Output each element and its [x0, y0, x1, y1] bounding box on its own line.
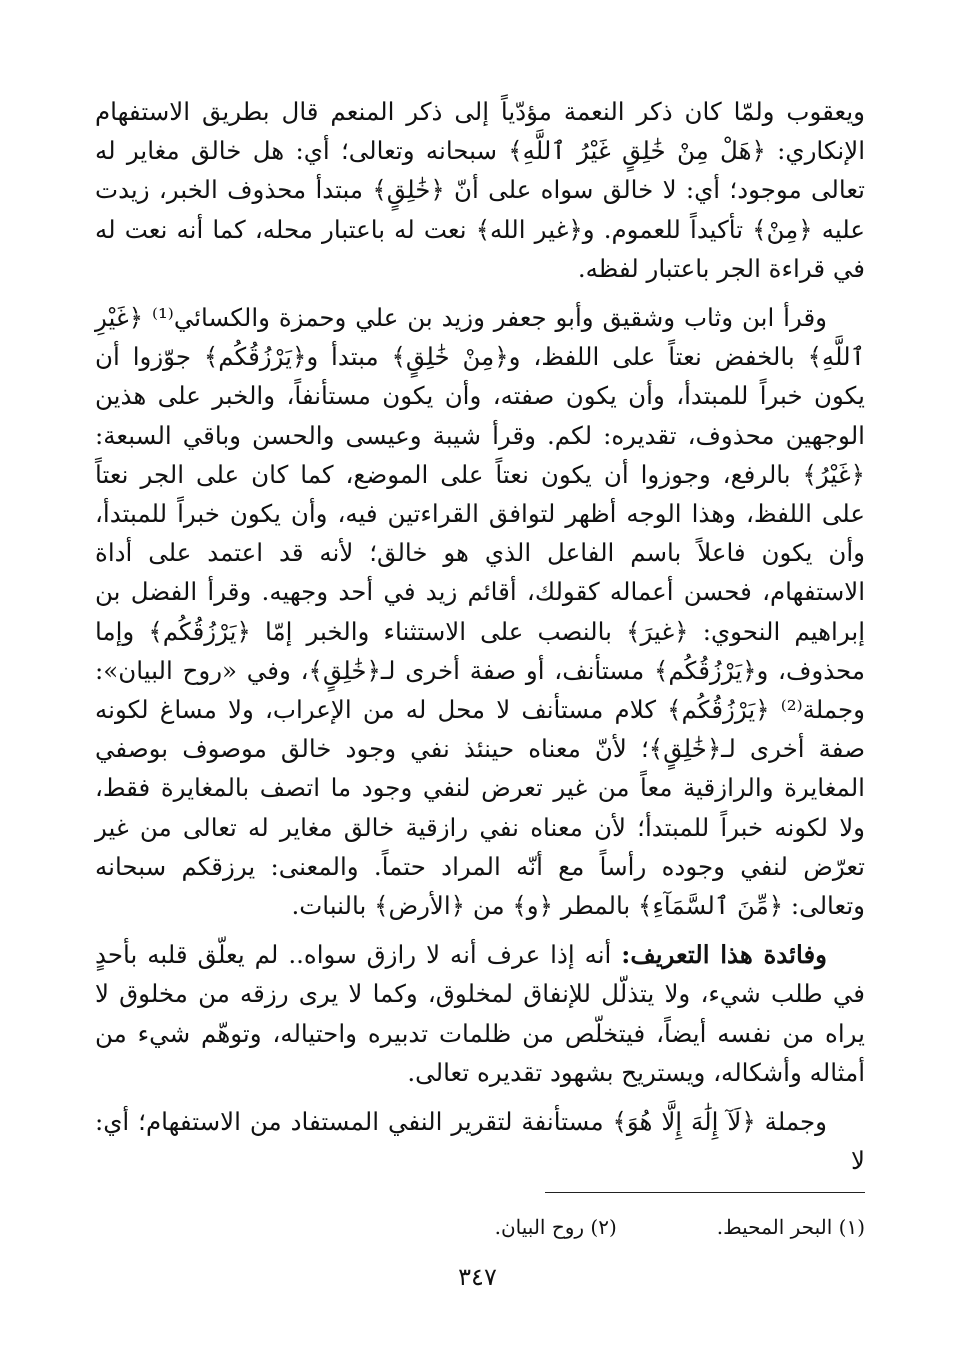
paragraph-2	[95, 298, 865, 925]
footnote-1: (١) البحر المحيط.	[716, 1215, 865, 1239]
footnotes	[95, 1212, 865, 1242]
paragraph-2-text: وقرأ ابن وثاب وشقيق وأبو جعفر وزيد بن علي وحمزة والكسائي⁽¹⁾ ﴿غَيْرِ ٱللَّهِ﴾ بالخفض نعتاً على اللفظ، و﴿مِنْ خَٰلِقٍ﴾ مبتدأ و﴿يَرْزُقُكُم﴾ جوّزوا أن يكون خبراً للمبتدأ، وأن يكون صفته، وأن يكون مستأنفاً، والخبر على هذين الوجهين محذوف، تقديره: لكم. وقرأ شيبة وعيسى والحسن وباقي السبعة: ﴿غَيْرُ﴾ بالرفع، وجوزوا أن يكون نعتاً على الموضع، كما كان على الجر نعتاً على اللفظ، وهذا الوجه أظهر لتوافق القراءتين فيه، وأن يكون خبراً للمبتدأ، وأن يكون فاعلاً باسم الفاعل الذي هو خالق؛ لأنه قد اعتمد على أداة الاستفهام، فحسن أعماله كقولك، أقائم زيد في أحد وجهيه. وقرأ الفضل بن إبراهيم النحوي: ﴿غيرَ﴾ بالنصب على الاستثناء والخبر إمّا ﴿يَرْزُقُكُم﴾ وإما محذوف، و﴿يَرْزُقُكُم﴾ مستأنف، أو صفة أخرى لـ﴿خَٰلِقٍ﴾، وفي «روح البيان»: وجملة⁽²⁾ ﴿يَرْزُقُكُم﴾ كلام مستأنف لا محل له من الإعراب، ولا مساغ لكونه صفة أخرى لـ﴿خَٰلِقٍ﴾؛ لأنّ معناه حينئذ نفي وجود خالق موصوف بوصفي المغايرة والرازقية معاً من غير تعرض لنفي وجود ما اتصف بالمغايرة فقط، ولا لكونه خبراً للمبتدأ؛ لأن معناه نفي رازقية خالق مغاير له تعالى من غير تعرّض لنفي وجوده رأساً مع أنّه المراد حتماً. والمعنى: يرزقكم سبحانه وتعالى: ﴿مِّنَ ٱلسَّمَآءِ﴾ بالمطر ﴿و﴾ من ﴿الأرض﴾ بالنبات.	[95, 303, 865, 921]
paragraph-4-text: وجملة ﴿لَآ إِلَٰهَ إِلَّا هُوَ﴾ مستأنفة لتقرير النفي المستفاد من الاستفهام؛ أي: لا	[95, 1107, 865, 1176]
footnote-divider	[545, 1192, 865, 1193]
page-body	[95, 92, 865, 1180]
paragraph-3-text: أنه إذا عرف أنه لا رازق سواه.. لم يعلّق قلبه بأحدٍ في طلب شيء، ولا يتذلّل للإنفاق لمخلوق، وكما لا يرى رزقه من مخلوق لا يراه من نفسه أيضاً، فيتخلّص من ظلمات تدبيره واحتياله، وتوهّم شيء من أمثاله وأشكاله، ويستريح بشهود تقديره تعالى.	[95, 940, 865, 1087]
paragraph-1	[95, 92, 865, 288]
footnote-2: (٢) روح البيان.	[494, 1215, 617, 1239]
page-number: ٣٤٧	[458, 1263, 497, 1291]
paragraph-3	[95, 935, 865, 1092]
paragraph-1-text: ويعقوب ولمّا كان ذكر النعمة مؤدّياً إلى ذكر المنعم قال بطريق الاستفهام الإنكاري: ﴿هَلْ مِنْ خَٰلِقٍ غَيْرُ ٱللَّهِ﴾ سبحانه وتعالى؛ أي: هل خالق مغاير له تعالى موجود؛ أي: لا خالق سواه على أنّ ﴿خَٰلِقٍ﴾ مبتدأ محذوف الخبر، زيدت عليه ﴿مِنْ﴾ تأكيداً للعموم. و﴿غير الله﴾ نعت له باعتبار محله، كما أنه نعت له في قراءة الجر باعتبار لفظه.	[95, 97, 865, 283]
paragraph-3-lead: وفائدة هذا التعريف:	[621, 940, 827, 970]
paragraph-4	[95, 1102, 865, 1180]
